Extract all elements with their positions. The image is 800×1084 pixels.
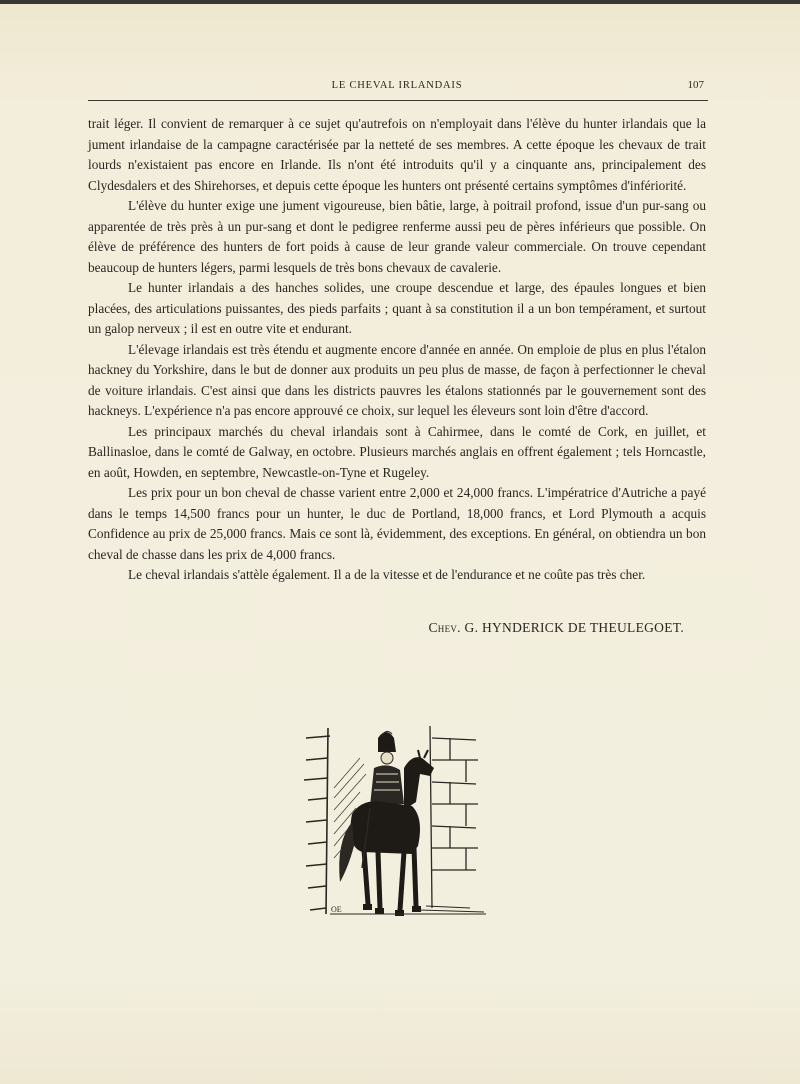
paragraph-3: Le hunter irlandais a des hanches solides, une croupe descendue et large, des épaules longues et bien placées, des articulations puissantes, des pieds parfaits ; quant à sa constitution il a un bon tempérament, et surtout un galop nerveux ; il est en outre vite et endurant. (88, 280, 706, 336)
signature-prefix: Chev. (428, 620, 461, 635)
paragraph-4: L'élevage irlandais est très étendu et augmente encore d'année en année. On emploie de plus en plus l'étalon hackney du Yorkshire, dans le but de donner aux produits un peu plus de masse, de façon à perfectionner le cheval de voiture irlandais. C'est ainsi que dans les districts pauvres les étalons stationnés par le gouvernement sont des hackneys. L'expérience n'a pas encore approuvé ce choix, sur lequel les éleveurs sont loin d'être d'accord. (88, 341, 706, 418)
running-title: LE CHEVAL IRLANDAIS (331, 80, 463, 91)
paragraph-2: L'élève du hunter exige une jument vigoureuse, bien bâtie, large, à poitrail profond, issue d'un pur-sang ou apparentée de très près à un pur-sang et dont le pedigree renferme aussi peu de pères inférieurs que possible. On élève de préférence des hunters de fort poids à cause de leur grande valeur commerciale. On trouve cependant beaucoup de hunters légers, parmi lesquels de très bons chevaux de cavalerie. (88, 198, 706, 275)
paragraph-1: trait léger. Il convient de remarquer à ce sujet qu'autrefois on n'employait dans l'élève du hunter irlandais que la jument irlandaise de la campagne caractérisée par la netteté de ses membres. A cette époque les chevaux de trait lourds n'existaient pas encore en Irlande. Ils n'ont été introduits qu'il y a cinquante ans, principalement des Clydesdalers et des Shirehorses, et depuis cette époque les hunters ont présenté certains symptômes d'infériorité. (88, 116, 706, 193)
article-body (88, 114, 706, 586)
signature-name: G. HYNDERICK DE THEULEGOET. (464, 620, 684, 635)
horse-guard-illustration (300, 718, 490, 926)
paragraph-5: Les principaux marchés du cheval irlandais sont à Cahirmee, dans le comté de Cork, en juillet, et Ballinasloe, dans le comté de Galway, en octobre. Plusieurs marchés anglais en offrent également ; tels Horncastle, en août, Howden, en septembre, Newcastle-on-Tyne et Rugeley. (88, 423, 706, 480)
mounted-guard-engraving (300, 718, 490, 926)
running-header (88, 80, 706, 102)
paragraph-6: Les prix pour un bon cheval de chasse varient entre 2,000 et 24,000 francs. L'impératrice d'Autriche a payé dans le temps 14,500 francs pour un hunter, le duc de Portland, 18,000 francs, et Lord Plymouth a acquis Confidence au prix de 25,000 francs. Mais ce sont là, évidemment, des exceptions. En général, on obtiendra un bon cheval de chasse dans les prix de 4,000 francs. (88, 485, 706, 562)
paragraph-7: Le cheval irlandais s'attèle également. Il a de la vitesse et de l'endurance et ne coûte pas très cher. (128, 567, 646, 582)
author-signature (88, 620, 684, 636)
illustrator-monogram: OE (331, 905, 342, 914)
header-rule (88, 100, 708, 101)
page-number: 107 (687, 79, 704, 91)
page-top-edge (0, 0, 800, 4)
